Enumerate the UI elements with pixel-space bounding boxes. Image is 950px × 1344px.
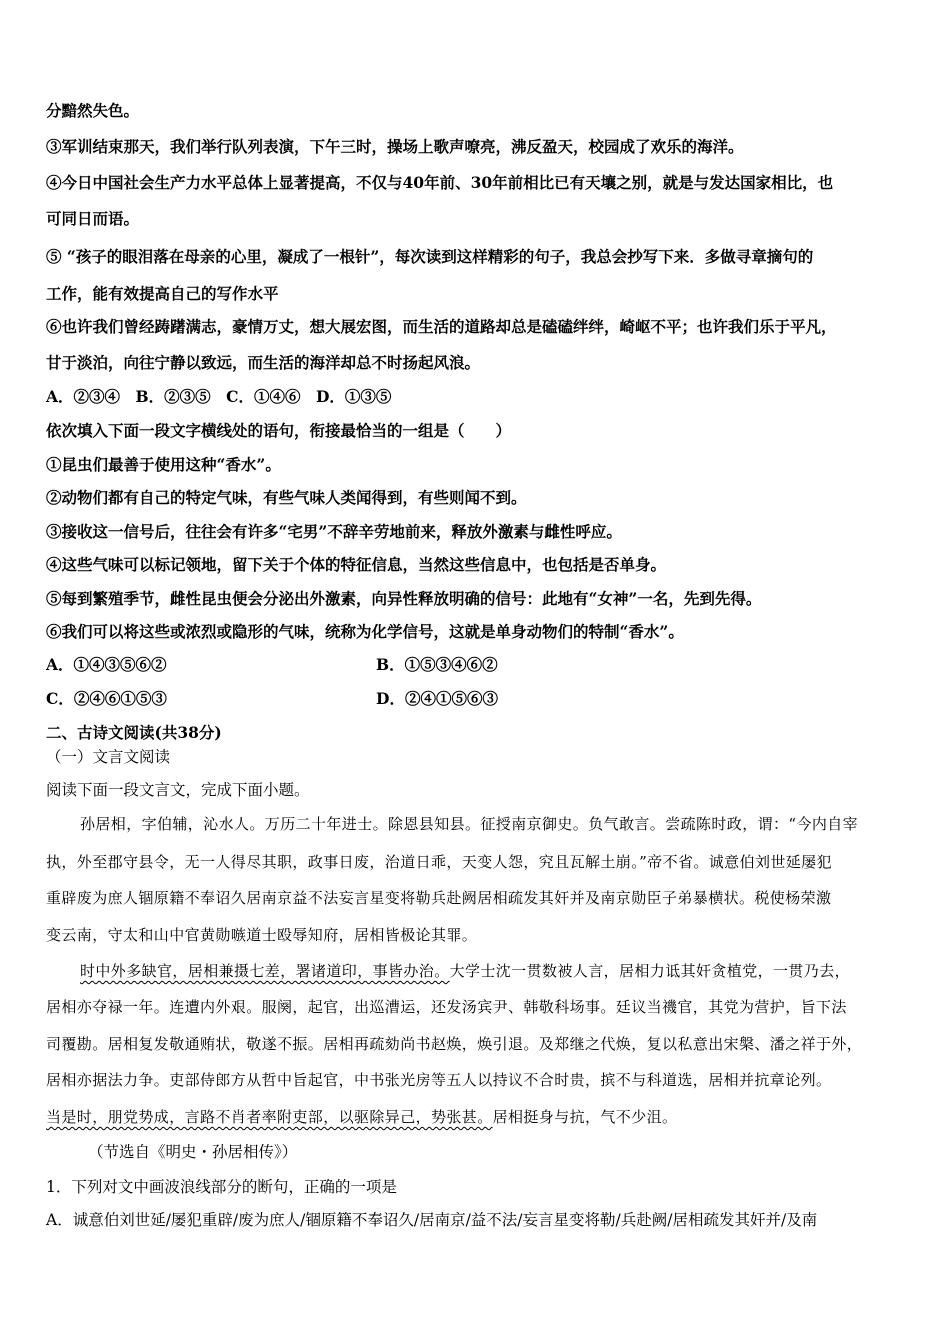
passage-source: （节选自《明史・孙居相传》）: [88, 1143, 298, 1161]
prev-question-options: A．②③④ B．②③⑤ C．①④⑥ D．①③⑤: [46, 387, 392, 406]
fill-item: ④这些气味可以标记领地，留下关于个体的特征信息，当然这些信息中，也包括是否单身。: [46, 555, 667, 574]
underlined-phrase: 当是时，朋党势成，言路不肖者率附吏部，以驱除异己，势张甚。: [46, 1108, 493, 1126]
underlined-phrase: 时中外多缺官，居相兼摄七差，署诸道印，事皆办治。: [80, 962, 450, 980]
prev-question-item-3: ③军训结束那天，我们举行队列表演，下午三时，操场上歌声嘹亮，沸反盈天，校园成了欢乐的海洋。: [46, 137, 744, 156]
question-1-option-a: A．诚意伯刘世延/屡犯重辟/废为庶人/锢原籍不奉诏久/居南京/益不法/妄言星变将勒/兵赴阙/居相疏发其奸并/及南: [46, 1211, 818, 1229]
passage-text: 居相挺身与抗，气不少沮。: [492, 1108, 678, 1126]
fill-item: ②动物们都有自己的特定气味，有些气味人类闻得到，有些则闻不到。: [46, 488, 527, 507]
prev-question-item-6: ⑥也许我们曾经踌躇满志，豪情万丈，想大展宏图，而生活的道路却总是磕磕绊绊，崎岖不平；也许我们乐于平凡，: [46, 317, 837, 336]
fill-option-d: D．②④①⑤⑥③: [376, 689, 498, 708]
fill-option-c: C．②④⑥①⑤③: [46, 689, 167, 708]
passage-text: 大学士沈一贯数被人言，居相力诋其奸贪植党，一贯乃去，: [449, 962, 851, 980]
passage-line: 居相亦据法力争。吏部侍郎方从哲中旨起官，中书张光房等五人以持议不合时贵，摈不与科道选，居相并抗章论列。: [46, 1071, 832, 1089]
passage-line: 重辟废为庶人锢原籍不奉诏久居南京益不法妄言星变将勒兵赴阙居相疏发其奸并及南京勋臣子弟暴横状。税使杨荣激: [46, 889, 832, 907]
passage-line: [46, 1106, 677, 1128]
passage-line: 司覆勘。居相复发敬通贿状，敬遂不振。居相再疏劾尚书赵焕，焕引退。及郑继之代焕，复以私意出宋槃、潘之祥于外，: [46, 1035, 863, 1053]
prev-question-item-4: ④今日中国社会生产力水平总体上显著提高，不仅与40年前、30年前相比已有天壤之别，就是与发达国家相比，也: [46, 173, 834, 192]
fill-option-a: A．①④③⑤⑥②: [46, 655, 167, 674]
question-1-stem: 1．下列对文中画波浪线部分的断句，正确的一项是: [46, 1178, 397, 1196]
passage-line: 执，外至郡守县令，无一人得尽其职，政事日废，治道日乖，天变人怨，究且瓦解土崩。”帝不省。诚意伯刘世延屡犯: [46, 853, 832, 871]
prev-question-item-6-cont: 甘于淡泊，向往宁静以致远，而生活的海洋却总不时扬起风浪。: [46, 353, 481, 372]
fill-question-stem: 依次填入下面一段文字横线处的语句，衔接最恰当的一组是（ ）: [46, 421, 512, 440]
section-instruction: 阅读下面一段文言文，完成下面小题。: [46, 781, 310, 799]
passage-line: 居相亦夺禄一年。连遭内外艰。服阕，起官，出巡漕运，还发汤宾尹、韩敬科场事。廷议当禨官，其党为营护，旨下法: [46, 998, 847, 1016]
section-subtitle: （一）文言文阅读: [46, 748, 171, 766]
prev-question-item-5-cont: 工作，能有效提高自己的写作水平: [46, 284, 279, 303]
fill-item: ①昆虫们最善于使用这种“香水”。: [46, 455, 281, 474]
fill-item: ⑥我们可以将这些或浓烈或隐形的气味，统称为化学信号，这就是单身动物们的特制“香水”。: [46, 622, 684, 641]
passage-line: 孙居相，字伯辅，沁水人。万历二十年进士。除恩县知县。征授南京御史。负气敢言。尝疏陈时政，谓：“今内自宰: [80, 815, 859, 833]
fill-item: ③接收这一信号后，往往会有许多“宅男”不辞辛劳地前来，释放外激素与雌性呼应。: [46, 522, 622, 541]
section-title: 二、古诗文阅读(共38分): [46, 723, 222, 742]
prev-question-line-1: 分黯然失色。: [46, 101, 140, 120]
passage-line: [80, 960, 850, 982]
prev-question-item-5: ⑤ “孩子的眼泪落在母亲的心里，凝成了一根针”，每次读到这样精彩的句子，我总会抄写下来．多做寻章摘句的: [46, 247, 814, 266]
fill-option-b: B．①⑤③④⑥②: [376, 655, 498, 674]
passage-line: 变云南，守太和山中官黄勋嗾道士殴辱知府，居相皆极论其罪。: [46, 926, 478, 944]
prev-question-item-4-cont: 可同日而语。: [46, 209, 140, 228]
fill-item: ⑤每到繁殖季节，雌性昆虫便会分泌出外激素，向异性释放明确的信号：此地有“女神”一名，先到先得。: [46, 589, 762, 608]
